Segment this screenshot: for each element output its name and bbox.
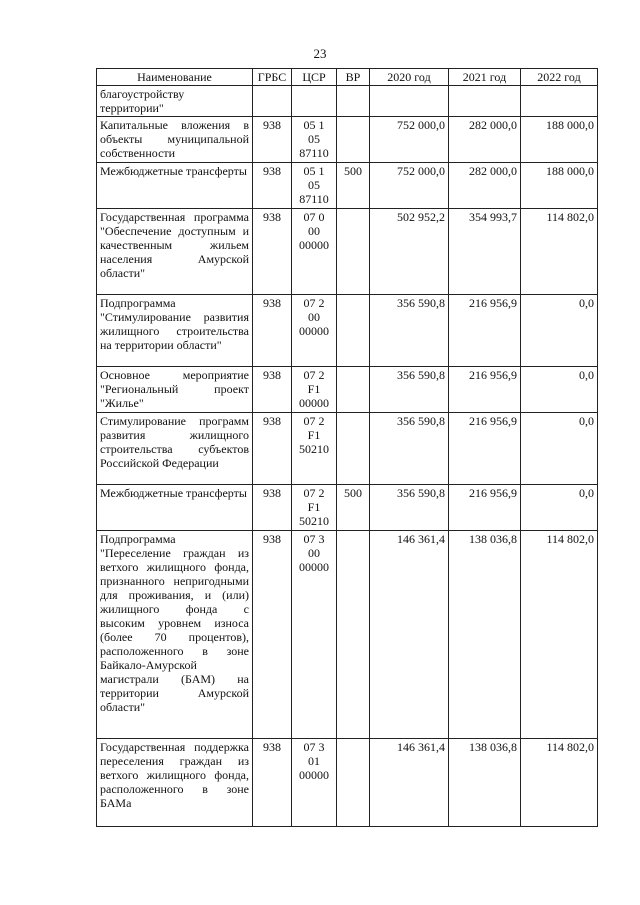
- row-amount-2022: 188 000,0: [521, 163, 598, 209]
- row-amount-2022: 0,0: [521, 295, 598, 367]
- row-vr: [337, 413, 370, 485]
- row-amount-2020: 502 952,2: [370, 209, 449, 295]
- row-vr: [337, 367, 370, 413]
- row-name: Государственная поддержка переселения граждан из ветхого жилищного фонда, расположенного в зоне БАМа: [97, 739, 253, 827]
- table-header-row: [97, 69, 598, 86]
- row-vr: 500: [337, 485, 370, 531]
- table-row: [97, 367, 598, 413]
- row-grbs: 938: [253, 367, 292, 413]
- row-vr: 500: [337, 163, 370, 209]
- row-csr: 07 2 F1 00000: [292, 367, 337, 413]
- table-row: [97, 485, 598, 531]
- row-name: Основное мероприятие "Региональный проект "Жилье": [97, 367, 253, 413]
- row-csr: 07 2 F1 50210: [292, 413, 337, 485]
- row-vr: [337, 117, 370, 163]
- table-row: [97, 739, 598, 827]
- header-2021: 2021 год: [449, 69, 521, 86]
- row-amount-2021: 282 000,0: [449, 117, 521, 163]
- row-csr: 07 0 00 00000: [292, 209, 337, 295]
- header-2022: 2022 год: [521, 69, 598, 86]
- row-grbs: 938: [253, 117, 292, 163]
- table-row: [97, 117, 598, 163]
- row-amount-2020: 146 361,4: [370, 531, 449, 739]
- row-csr: 07 3 00 00000: [292, 531, 337, 739]
- row-csr: 07 3 01 00000: [292, 739, 337, 827]
- row-amount-2020: 356 590,8: [370, 295, 449, 367]
- row-amount-2021: 216 956,9: [449, 413, 521, 485]
- header-2020: 2020 год: [370, 69, 449, 86]
- header-vr: ВР: [337, 69, 370, 86]
- page-number: 23: [313, 46, 327, 61]
- row-amount-2021: 282 000,0: [449, 163, 521, 209]
- table-row: [97, 531, 598, 739]
- row-grbs: 938: [253, 485, 292, 531]
- row-amount-2020: [370, 86, 449, 117]
- row-name: Капитальные вложения в объекты муниципальной собственности: [97, 117, 253, 163]
- row-amount-2020: 752 000,0: [370, 163, 449, 209]
- row-grbs: 938: [253, 413, 292, 485]
- row-grbs: [253, 86, 292, 117]
- row-amount-2022: 0,0: [521, 485, 598, 531]
- row-vr: [337, 209, 370, 295]
- row-grbs: 938: [253, 739, 292, 827]
- header-csr: ЦСР: [292, 69, 337, 86]
- row-name: благоустройству территории": [97, 86, 253, 117]
- row-amount-2022: 114 802,0: [521, 531, 598, 739]
- row-vr: [337, 739, 370, 827]
- row-amount-2020: 356 590,8: [370, 413, 449, 485]
- table-row: [97, 86, 598, 117]
- row-amount-2022: 0,0: [521, 367, 598, 413]
- row-amount-2022: 0,0: [521, 413, 598, 485]
- row-amount-2022: [521, 86, 598, 117]
- row-amount-2021: 354 993,7: [449, 209, 521, 295]
- row-amount-2021: 138 036,8: [449, 531, 521, 739]
- row-name: Подпрограмма "Стимулирование развития жилищного строительства на территории области": [97, 295, 253, 367]
- row-amount-2021: 138 036,8: [449, 739, 521, 827]
- row-grbs: 938: [253, 209, 292, 295]
- row-name: Межбюджетные трансферты: [97, 485, 253, 531]
- header-name: Наименование: [97, 69, 253, 86]
- budget-table: [96, 68, 598, 827]
- row-name: Стимулирование программ развития жилищного строительства субъектов Российской Федерации: [97, 413, 253, 485]
- row-csr: 05 1 05 87110: [292, 163, 337, 209]
- table-row: [97, 209, 598, 295]
- table-row: [97, 163, 598, 209]
- row-csr: 07 2 F1 50210: [292, 485, 337, 531]
- row-vr: [337, 295, 370, 367]
- row-name: Государственная программа "Обеспечение доступным и качественным жильем населения Амурской области": [97, 209, 253, 295]
- row-amount-2022: 114 802,0: [521, 209, 598, 295]
- row-name: Межбюджетные трансферты: [97, 163, 253, 209]
- row-grbs: 938: [253, 531, 292, 739]
- row-amount-2021: 216 956,9: [449, 367, 521, 413]
- table-row: [97, 295, 598, 367]
- header-grbs: ГРБС: [253, 69, 292, 86]
- row-amount-2022: 188 000,0: [521, 117, 598, 163]
- row-amount-2022: 114 802,0: [521, 739, 598, 827]
- row-grbs: 938: [253, 295, 292, 367]
- row-csr: 07 2 00 00000: [292, 295, 337, 367]
- row-grbs: 938: [253, 163, 292, 209]
- row-amount-2021: 216 956,9: [449, 485, 521, 531]
- row-amount-2020: 356 590,8: [370, 367, 449, 413]
- row-name: Подпрограмма "Переселение граждан из ветхого жилищного фонда, признанного непригодными для проживания, и (или) жилищного фонда с высоким уровнем износа (более 70 процентов), расположенного в зоне Байкало-Амурской магистрали (БАМ) на территории Амурской области": [97, 531, 253, 739]
- row-vr: [337, 531, 370, 739]
- row-amount-2020: 146 361,4: [370, 739, 449, 827]
- row-vr: [337, 86, 370, 117]
- row-csr: [292, 86, 337, 117]
- row-amount-2021: 216 956,9: [449, 295, 521, 367]
- row-amount-2021: [449, 86, 521, 117]
- row-amount-2020: 356 590,8: [370, 485, 449, 531]
- row-csr: 05 1 05 87110: [292, 117, 337, 163]
- table-row: [97, 413, 598, 485]
- row-amount-2020: 752 000,0: [370, 117, 449, 163]
